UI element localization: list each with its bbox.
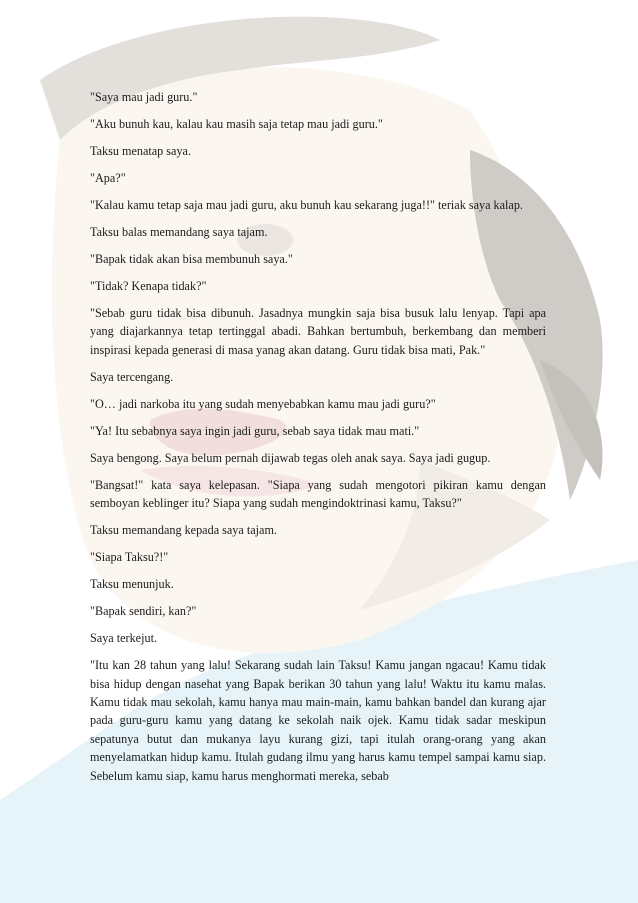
paragraph: Saya tercengang. xyxy=(90,369,174,384)
paragraph: "Tidak? Kenapa tidak?" xyxy=(90,279,207,293)
paragraph: Saya terkejut. xyxy=(90,631,158,646)
paragraph: "Kalau kamu tetap saja mau jadi guru, aku bunuh kau sekarang juga!!" teriak saya kalap. xyxy=(90,198,523,212)
paragraph: "Siapa Taksu?!" xyxy=(90,550,169,565)
paragraph: "Sebab guru tidak bisa dibunuh. Jasadnya mungkin saja bisa busuk lalu lenyap. Tapi apa yang diajarkannya tetap tertinggal abadi. Bahkan bertumbuh, berkembang dan memberi inspirasi kepada generasi di masa yanag akan datang. Guru tidak bisa mati, Pak." xyxy=(90,306,546,357)
paragraph: Taksu balas memandang saya tajam. xyxy=(90,225,268,239)
paragraph: "Saya mau jadi guru." xyxy=(90,90,198,104)
paragraph: "Itu kan 28 tahun yang lalu! Sekarang sudah lain Taksu! Kamu jangan ngacau! Kamu tidak bisa hidup dengan nasehat yang Bapak berikan 30 tahun yang lalu! Waktu itu kamu malas. Kamu tidak mau sekolah, kamu hanya mau main-main, kamu bahkan bandel dan kurang ajar pada guru-guru kamu yang datang ke sekolah naik ojek. Kamu tidak sadar meskipun sepatunya butut dan mukanya layu kurang gizi, tapi itulah orang-orang yang akan menyelamatkan hidup kamu. Itulah gudang ilmu yang harus kamu tempel sampai kamu siap. Sebelum kamu siap, kamu harus menghormati mereka, sebab xyxy=(90,658,546,783)
paragraph: "Bapak sendiri, kan?" xyxy=(90,604,197,619)
paragraph: Taksu memandang kepada saya tajam. xyxy=(90,523,277,538)
paragraph: "O… jadi narkoba itu yang sudah menyebabkan kamu mau jadi guru?" xyxy=(90,396,436,411)
paragraph: Saya bengong. Saya belum pernah dijawab tegas oleh anak saya. Saya jadi gugup. xyxy=(90,450,491,465)
paragraph: "Bapak tidak akan bisa membunuh saya." xyxy=(90,252,293,266)
paragraph: Taksu menunjuk. xyxy=(90,577,174,592)
paragraph: "Bangsat!" kata saya kelepasan. "Siapa yang sudah mengotori pikiran kamu dengan semboyan keblinger itu? Siapa yang sudah mengindoktrinasi kamu, Taksu?" xyxy=(90,477,546,511)
paragraph: "Apa?" xyxy=(90,171,126,185)
paragraph: "Aku bunuh kau, kalau kau masih saja tetap mau jadi guru." xyxy=(90,117,383,131)
document-body xyxy=(90,88,546,794)
paragraph: "Ya! Itu sebabnya saya ingin jadi guru, sebab saya tidak mau mati." xyxy=(90,423,420,438)
paragraph: Taksu menatap saya. xyxy=(90,144,192,158)
